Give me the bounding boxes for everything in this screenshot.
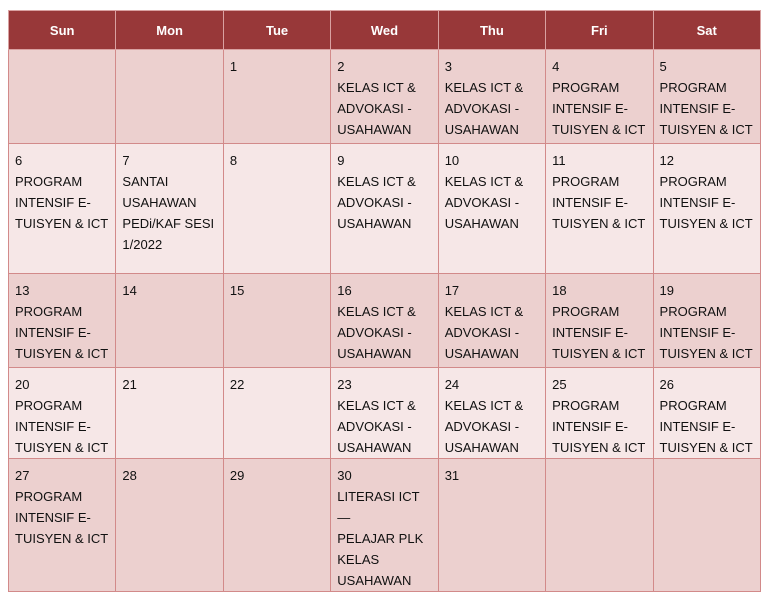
- empty-day-cell[interactable]: [9, 50, 116, 144]
- day-cell[interactable]: [223, 459, 330, 592]
- day-cell[interactable]: [653, 274, 760, 368]
- day-cell[interactable]: [9, 368, 116, 459]
- day-event-text: PROGRAM INTENSIF E- TUISYEN & ICT: [552, 304, 646, 361]
- day-cell[interactable]: [9, 144, 116, 274]
- day-event-text: PROGRAM INTENSIF E- TUISYEN & ICT: [15, 304, 109, 361]
- day-number: 23: [337, 377, 352, 392]
- day-cell[interactable]: [653, 50, 760, 144]
- day-number: 16: [337, 283, 352, 298]
- day-cell[interactable]: [438, 50, 545, 144]
- day-event-text: PROGRAM INTENSIF E- TUISYEN & ICT: [552, 80, 646, 137]
- day-cell[interactable]: [9, 274, 116, 368]
- day-event-text: KELAS ICT & ADVOKASI - USAHAWAN: [444, 80, 524, 137]
- weekday-header-sun: Sun: [9, 11, 116, 50]
- day-event-text: PROGRAM INTENSIF E- TUISYEN & ICT: [659, 80, 753, 137]
- day-number: 14: [122, 283, 137, 298]
- day-cell[interactable]: [546, 274, 653, 368]
- day-event-text: KELAS ICT & ADVOKASI - USAHAWAN: [337, 304, 416, 361]
- day-number: 18: [552, 283, 567, 298]
- week-row: [9, 274, 761, 368]
- day-event-text: PROGRAM INTENSIF E- TUISYEN & ICT: [659, 398, 753, 455]
- day-cell[interactable]: [331, 274, 438, 368]
- weekday-header-sat: Sat: [653, 11, 760, 50]
- day-event-text: SANTAI USAHAWAN PEDi/KAF SESI 1/2022: [122, 174, 215, 252]
- day-event-text: KELAS ICT & ADVOKASI - USAHAWAN: [337, 398, 416, 455]
- day-cell[interactable]: [116, 144, 223, 274]
- day-event-text: PROGRAM INTENSIF E- TUISYEN & ICT: [552, 398, 646, 455]
- empty-day-cell[interactable]: [546, 459, 653, 592]
- day-cell[interactable]: [331, 144, 438, 274]
- empty-day-cell[interactable]: [116, 50, 223, 144]
- day-event-text: PROGRAM INTENSIF E- TUISYEN & ICT: [15, 489, 109, 546]
- day-cell[interactable]: [438, 459, 545, 592]
- day-cell[interactable]: [223, 368, 330, 459]
- day-cell[interactable]: [438, 144, 545, 274]
- month-calendar: [8, 10, 761, 592]
- day-cell[interactable]: [331, 368, 438, 459]
- week-row: [9, 144, 761, 274]
- day-cell[interactable]: [331, 50, 438, 144]
- day-number: 3: [444, 59, 452, 74]
- weekday-header-fri: Fri: [546, 11, 653, 50]
- empty-day-cell[interactable]: [653, 459, 760, 592]
- day-number: 6: [15, 153, 23, 168]
- day-number: 5: [659, 59, 667, 74]
- day-number: 29: [229, 468, 245, 483]
- day-cell[interactable]: [653, 368, 760, 459]
- day-number: 17: [444, 283, 460, 298]
- day-event-text: KELAS ICT & ADVOKASI - USAHAWAN: [444, 304, 524, 361]
- day-number: 7: [122, 153, 130, 168]
- day-cell[interactable]: [546, 144, 653, 274]
- day-event-text: KELAS ICT & ADVOKASI - USAHAWAN: [337, 174, 416, 231]
- weekday-header-tue: Tue: [223, 11, 330, 50]
- day-cell[interactable]: [438, 274, 545, 368]
- week-row: [9, 368, 761, 459]
- week-row: [9, 459, 761, 592]
- day-event-text: PROGRAM INTENSIF E- TUISYEN & ICT: [552, 174, 646, 231]
- day-cell[interactable]: [546, 368, 653, 459]
- day-cell[interactable]: [223, 50, 330, 144]
- weekday-header-thu: Thu: [438, 11, 545, 50]
- weekday-header-row: [9, 11, 761, 50]
- day-cell[interactable]: [653, 144, 760, 274]
- day-number: 2: [337, 59, 345, 74]
- day-cell[interactable]: [331, 459, 438, 592]
- day-number: 10: [444, 153, 460, 168]
- day-number: 25: [552, 377, 567, 392]
- day-event-text: PROGRAM INTENSIF E- TUISYEN & ICT: [659, 304, 753, 361]
- day-number: 21: [122, 377, 137, 392]
- day-number: 28: [122, 468, 137, 483]
- day-event-text: KELAS ICT & ADVOKASI - USAHAWAN: [444, 174, 524, 231]
- day-number: 9: [337, 153, 345, 168]
- day-number: 27: [15, 468, 30, 483]
- day-number: 12: [659, 153, 674, 168]
- day-event-text: PROGRAM INTENSIF E- TUISYEN & ICT: [659, 174, 753, 231]
- day-number: 24: [444, 377, 460, 392]
- day-number: 8: [229, 153, 238, 168]
- day-event-text: KELAS ICT & ADVOKASI - USAHAWAN: [337, 80, 416, 137]
- day-number: 4: [552, 59, 560, 74]
- week-row: [9, 50, 761, 144]
- day-number: 13: [15, 283, 30, 298]
- day-cell[interactable]: [223, 144, 330, 274]
- day-number: 15: [229, 283, 245, 298]
- day-cell[interactable]: [546, 50, 653, 144]
- day-cell[interactable]: [438, 368, 545, 459]
- day-event-text: LITERASI ICT— PELAJAR PLK KELAS USAHAWAN: [337, 489, 424, 588]
- day-cell[interactable]: [116, 459, 223, 592]
- day-cell[interactable]: [116, 368, 223, 459]
- day-cell[interactable]: [116, 274, 223, 368]
- day-number: 31: [444, 468, 460, 483]
- weekday-header-wed: Wed: [331, 11, 438, 50]
- day-cell[interactable]: [223, 274, 330, 368]
- weekday-header-mon: Mon: [116, 11, 223, 50]
- day-number: 19: [659, 283, 674, 298]
- day-number: 20: [15, 377, 30, 392]
- day-event-text: KELAS ICT & ADVOKASI - USAHAWAN: [444, 398, 524, 455]
- day-number: 30: [337, 468, 352, 483]
- day-number: 1: [229, 59, 238, 74]
- day-event-text: PROGRAM INTENSIF E- TUISYEN & ICT: [15, 174, 109, 231]
- day-number: 11: [552, 153, 566, 168]
- day-number: 26: [659, 377, 674, 392]
- day-cell[interactable]: [9, 459, 116, 592]
- day-event-text: PROGRAM INTENSIF E- TUISYEN & ICT: [15, 398, 109, 455]
- day-number: 22: [229, 377, 245, 392]
